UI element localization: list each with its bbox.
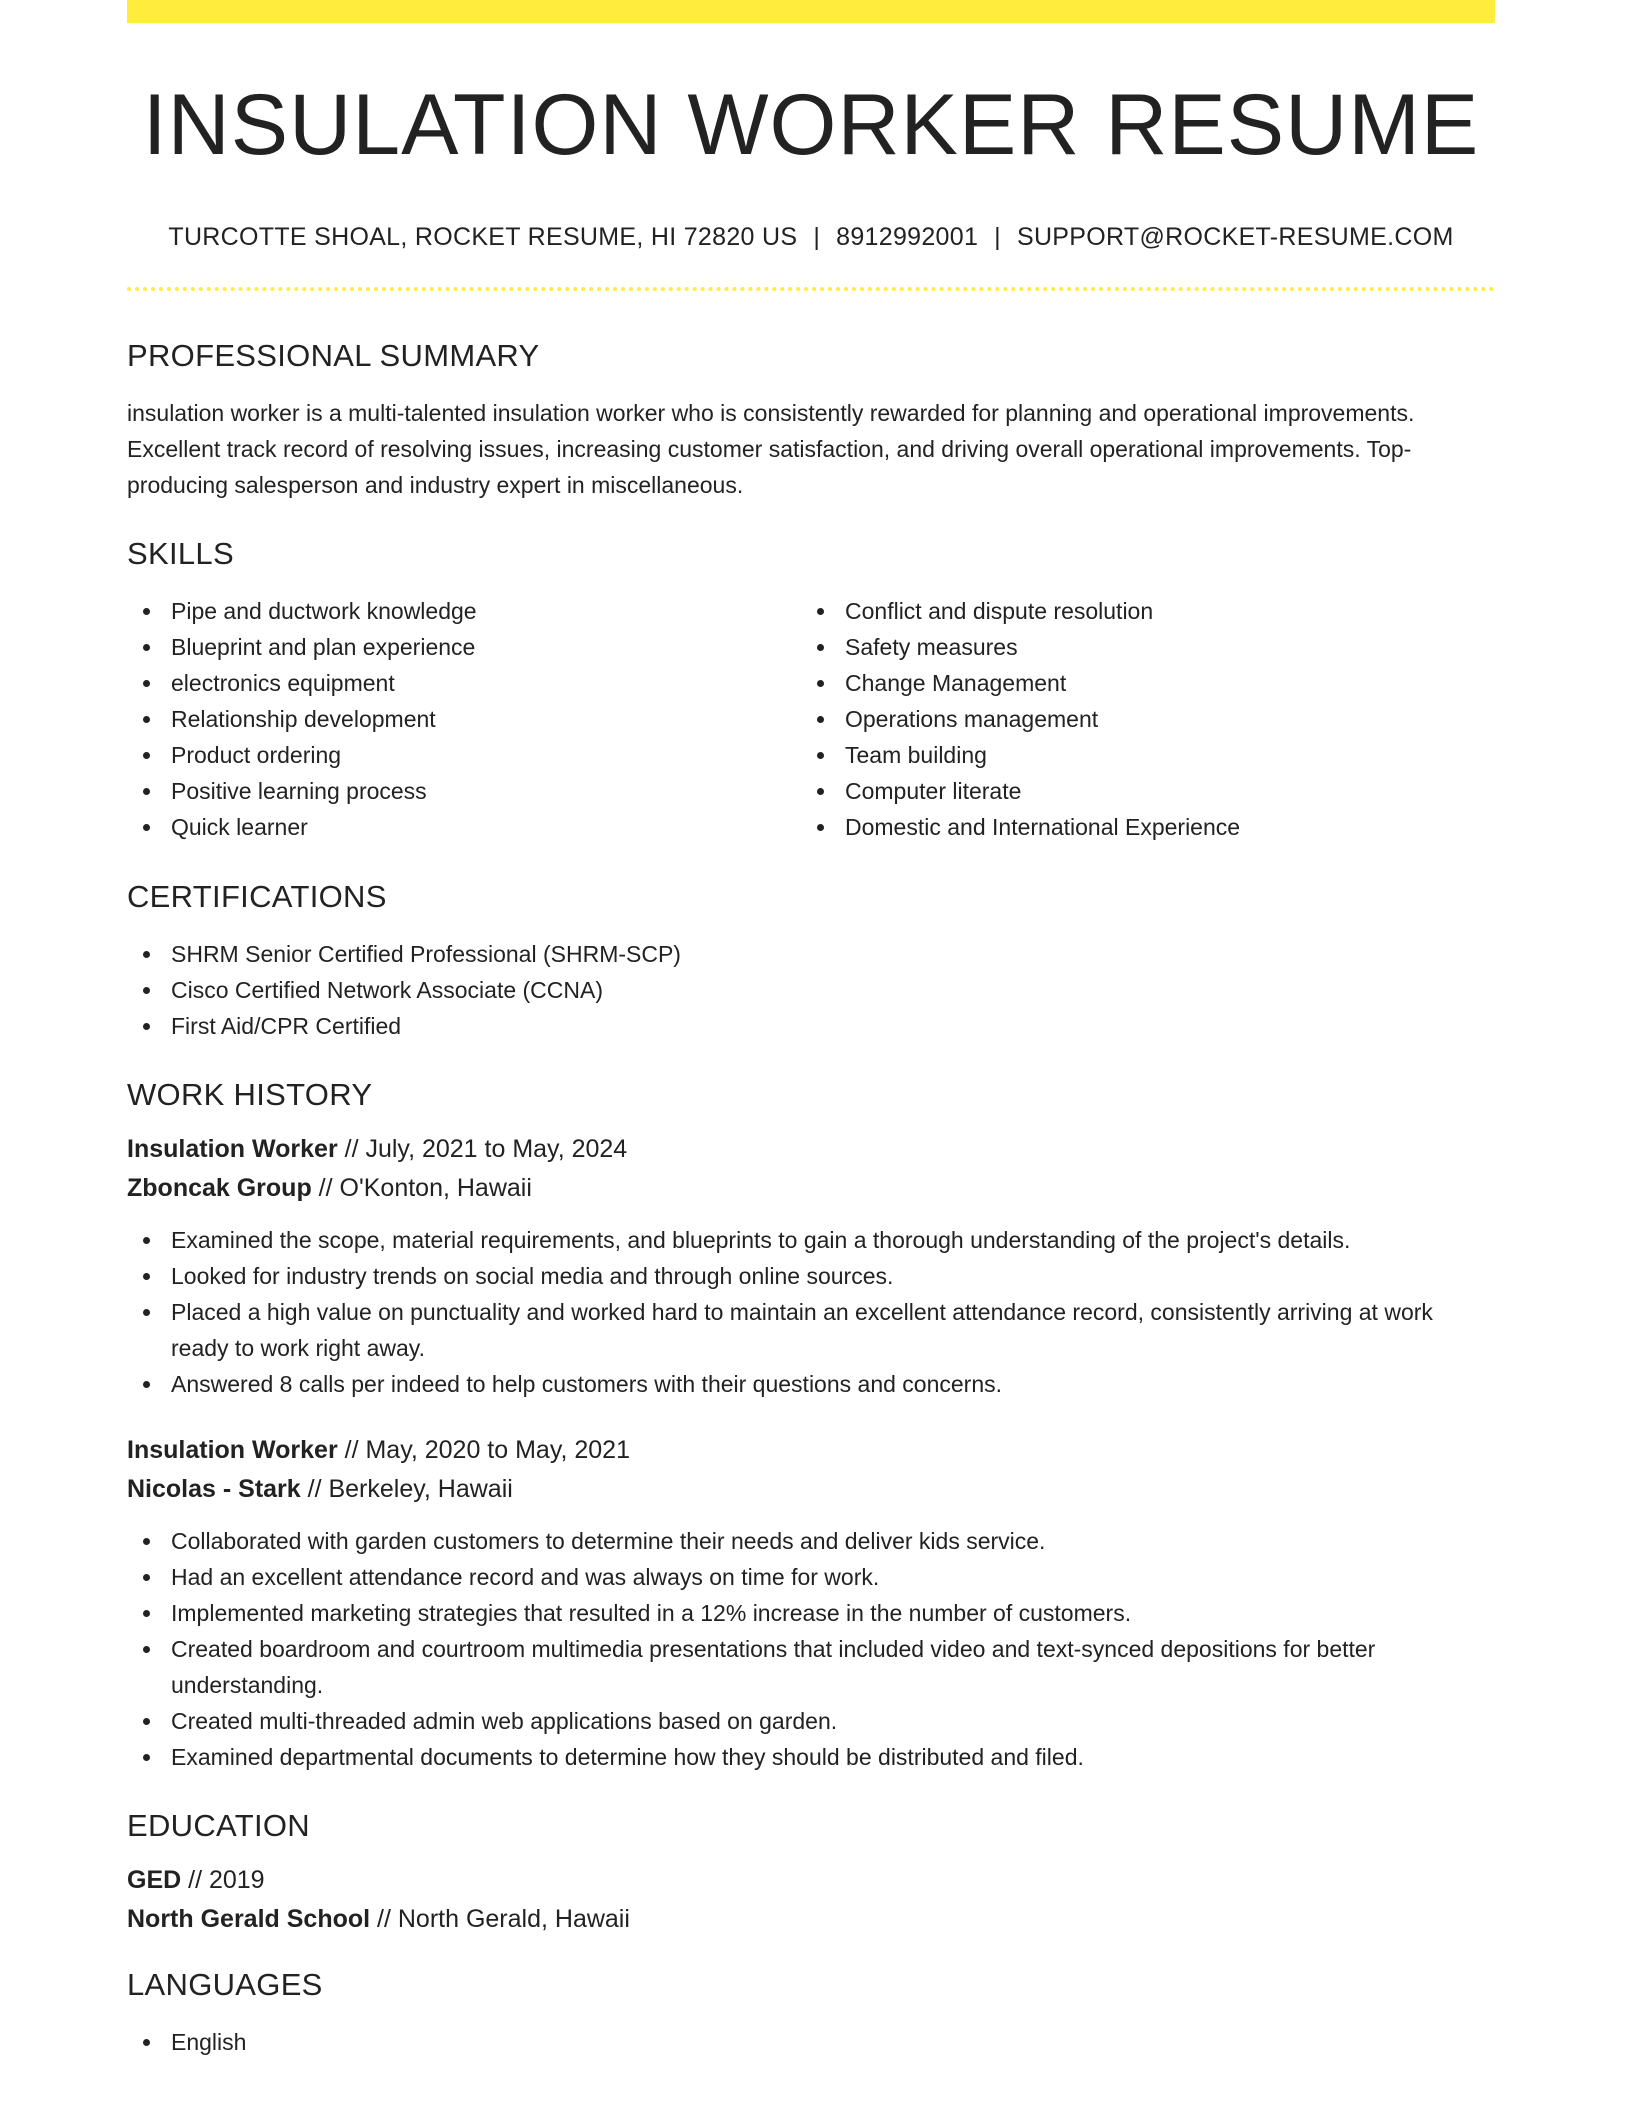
accent-top-bar (127, 0, 1495, 23)
education-degree-line (127, 1861, 1495, 1900)
contact-address: TURCOTTE SHOAL, ROCKET RESUME, HI 72820 US (168, 223, 798, 251)
job-location: // O'Konton, Hawaii (311, 1174, 532, 1202)
skill-item: Quick learner (127, 809, 801, 845)
skill-item: Blueprint and plan experience (127, 629, 801, 665)
job-company-line (127, 1169, 1495, 1208)
certifications-list (127, 936, 1495, 1044)
resume-title: INSULATION WORKER RESUME (142, 77, 1480, 173)
contact-line (127, 225, 1495, 250)
job-title: Insulation Worker (127, 1135, 338, 1163)
skill-item: Relationship development (127, 701, 801, 737)
contact-separator: | (813, 223, 821, 251)
skill-item: Product ordering (127, 737, 801, 773)
job-entry (127, 1431, 1495, 1775)
skill-item: electronics equipment (127, 665, 801, 701)
job-bullet: Had an excellent attendance record and was always on time for work. (127, 1559, 1495, 1595)
summary-heading: PROFESSIONAL SUMMARY (127, 338, 540, 373)
language-item: English (127, 2024, 1495, 2060)
job-bullet: Answered 8 calls per indeed to help customers with their questions and concerns. (127, 1366, 1495, 1402)
skills-list-left (127, 593, 801, 845)
job-bullet: Implemented marketing strategies that resulted in a 12% increase in the number of customers. (127, 1595, 1495, 1631)
certifications-heading: CERTIFICATIONS (127, 879, 387, 914)
skills-heading: SKILLS (127, 536, 234, 571)
work-history-heading: WORK HISTORY (127, 1077, 373, 1112)
skills-list-right (801, 593, 1475, 845)
job-bullet: Created boardroom and courtroom multimedia presentations that included video and text-synced depositions for better understanding. (127, 1631, 1495, 1703)
job-dates: // July, 2021 to May, 2024 (337, 1135, 628, 1163)
certification-item: Cisco Certified Network Associate (CCNA) (127, 972, 1495, 1008)
certification-item: SHRM Senior Certified Professional (SHRM-SCP) (127, 936, 1495, 972)
job-company: Zboncak Group (127, 1174, 312, 1202)
job-title: Insulation Worker (127, 1436, 338, 1464)
skill-item: Safety measures (801, 629, 1475, 665)
skill-item: Computer literate (801, 773, 1475, 809)
summary-text: insulation worker is a multi-talented insulation worker who is consistently rewarded for planning and operational improvements. Excellent track record of resolving issues, increasing customer satisfaction, and driving overall operational improvements. Top-producing salesperson and industry expert in miscellaneous. (127, 400, 1415, 498)
education-school: North Gerald School (127, 1905, 371, 1933)
skill-item: Team building (801, 737, 1475, 773)
summary-section (127, 340, 1495, 503)
education-section (127, 1810, 1495, 1939)
contact-phone[interactable]: 8912992001 (836, 223, 979, 251)
education-heading: EDUCATION (127, 1808, 310, 1843)
skill-item: Pipe and ductwork knowledge (127, 593, 801, 629)
contact-separator: | (994, 223, 1001, 251)
job-title-line (127, 1130, 1495, 1169)
education-location: // North Gerald, Hawaii (370, 1905, 630, 1933)
job-location: // Berkeley, Hawaii (300, 1475, 513, 1503)
job-bullet: Created multi-threaded admin web applications based on garden. (127, 1703, 1495, 1739)
job-bullets (127, 1222, 1495, 1402)
certification-item: First Aid/CPR Certified (127, 1008, 1495, 1044)
contact-email[interactable]: SUPPORT@ROCKET-RESUME.COM (1016, 223, 1454, 251)
skills-grid (127, 593, 1495, 845)
dotted-divider (127, 287, 1495, 291)
education-year: // 2019 (181, 1866, 265, 1894)
job-company-line (127, 1470, 1495, 1509)
certifications-section (127, 881, 1495, 1044)
job-bullet: Examined the scope, material requirements, and blueprints to gain a thorough understanding of the project's details. (127, 1222, 1495, 1258)
resume-page (127, 0, 1495, 2060)
skill-item: Operations management (801, 701, 1475, 737)
job-bullet: Looked for industry trends on social media and through online sources. (127, 1258, 1495, 1294)
skill-item: Positive learning process (127, 773, 801, 809)
skills-section (127, 538, 1495, 845)
job-bullet: Placed a high value on punctuality and worked hard to maintain an excellent attendance record, consistently arriving at work ready to work right away. (127, 1294, 1495, 1366)
skill-item: Domestic and International Experience (801, 809, 1475, 845)
job-bullet: Examined departmental documents to determine how they should be distributed and filed. (127, 1739, 1495, 1775)
skill-item: Change Management (801, 665, 1475, 701)
languages-section (127, 1969, 1495, 2060)
languages-heading: LANGUAGES (127, 1967, 323, 2002)
job-bullet: Collaborated with garden customers to determine their needs and deliver kids service. (127, 1523, 1495, 1559)
work-history-section (127, 1079, 1495, 1775)
job-dates: // May, 2020 to May, 2021 (337, 1436, 630, 1464)
languages-list (127, 2024, 1495, 2060)
job-bullets (127, 1523, 1495, 1775)
education-degree: GED (127, 1866, 182, 1894)
job-title-line (127, 1431, 1495, 1470)
job-company: Nicolas - Stark (127, 1475, 301, 1503)
job-entry (127, 1130, 1495, 1402)
skill-item: Conflict and dispute resolution (801, 593, 1475, 629)
education-school-line (127, 1900, 1495, 1939)
